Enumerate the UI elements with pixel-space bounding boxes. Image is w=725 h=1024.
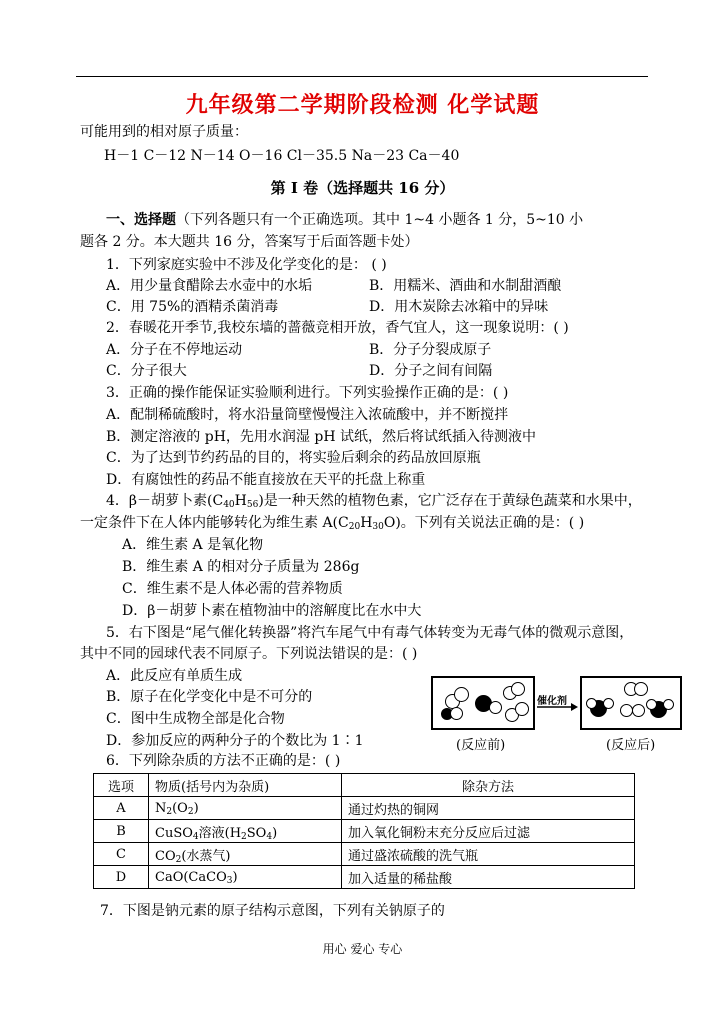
atom-white <box>646 699 657 710</box>
row-substance <box>149 820 342 843</box>
page-footer: 用心 爱心 专心 <box>322 942 403 956</box>
atom-white <box>450 707 463 720</box>
table-row <box>94 843 635 866</box>
formula-part: ) <box>232 869 238 885</box>
reaction-before-frame <box>431 676 535 730</box>
atom-white <box>603 698 614 709</box>
formula-part: ) <box>193 800 199 816</box>
q2-option-b: B．分子分裂成原子 <box>369 342 492 358</box>
q1-option-a: A．用少量食醋除去水壶中的水垢 <box>106 278 313 294</box>
formula-part: N <box>155 800 167 816</box>
formula-part: SO <box>246 825 267 841</box>
row-substance <box>149 797 342 820</box>
row-method: 加入氧化铜粉末充分反应后过滤 <box>342 820 635 843</box>
table-header-row <box>94 774 635 797</box>
q4-stem-1c: )是一种天然的植物色素，它广泛存在于黄绿色蔬菜和水果中， <box>258 493 642 509</box>
atom-white <box>586 698 597 709</box>
q4-option-d: D．β－胡萝卜素在植物油中的溶解度比在水中大 <box>122 603 422 619</box>
header-method: 除杂方法 <box>342 774 635 797</box>
q4-sub-3: 20 <box>348 522 361 532</box>
row-option: A <box>94 797 149 820</box>
atom-white <box>632 704 645 717</box>
q3-stem: 3．正确的操作能保证实验顺利进行。下列实验操作正确的是：( ) <box>106 385 509 401</box>
q3-option-d: D．有腐蚀性的药品不能直接放在天平的托盘上称重 <box>106 472 426 488</box>
q5-option-c: C．图中生成物全部是化合物 <box>106 711 285 727</box>
atomic-mass-values: H－1 C－12 N－14 O－16 Cl－35.5 Na－23 Ca－40 <box>104 148 460 164</box>
atomic-mass-label: 可能用到的相对原子质量： <box>80 124 248 140</box>
intro-line-1 <box>106 210 583 230</box>
intro-line-2: 题各 2 分。本大题共 16 分，答案写于后面答题卡处） <box>80 234 419 250</box>
row-method: 通过盛浓硫酸的洗气瓶 <box>342 843 635 866</box>
formula-part: (水蒸气) <box>181 848 231 864</box>
formula-sub: 2 <box>175 854 182 865</box>
q5-option-d: D．参加反应的两种分子的个数比为 1∶1 <box>106 733 364 749</box>
q4-stem-line-2 <box>80 513 584 533</box>
q5-stem-line-1: 5．右下图是“尾气催化转换器”将汽车尾气中有毒气体转变为无毒气体的微观示意图， <box>106 625 634 641</box>
after-caption: (反应后) <box>606 738 656 753</box>
q7-stem: 7．下图是钠元素的原子结构示意图，下列有关钠原子的 <box>100 903 445 919</box>
intro-bold: 一、选择题 <box>106 212 176 228</box>
formula-part: (O <box>172 800 188 816</box>
q3-option-a: A．配制稀硫酸时，将水沿量筒壁慢慢注入浓硫酸中，并不断搅拌 <box>106 407 509 423</box>
q2-option-c: C．分子很大 <box>106 363 187 379</box>
atom-white <box>511 682 525 696</box>
q1-stem: 1．下列家庭实验中不涉及化学变化的是： ( ) <box>106 257 387 273</box>
formula-sub: 4 <box>266 831 273 842</box>
table-row <box>94 820 635 843</box>
page-title: 九年级第二学期阶段检测 化学试题 <box>185 92 540 118</box>
reaction-after-frame <box>580 676 682 730</box>
row-method: 加入适量的稀盐酸 <box>342 866 635 889</box>
formula-part: CuSO <box>155 825 193 841</box>
row-option: B <box>94 820 149 843</box>
formula-sub: 2 <box>241 831 247 842</box>
q3-option-b: B．测定溶液的 pH，先用水润湿 pH 试纸，然后将试纸插入待测液中 <box>106 429 536 445</box>
formula-part: ) <box>272 825 278 841</box>
q3-option-c: C．为了达到节约药品的目的，将实验后剩余的药品放回原瓶 <box>106 450 481 466</box>
top-rule <box>76 76 648 77</box>
q5-stem-line-2: 其中不同的园球代表不同原子。下列说法错误的是：( ) <box>80 646 418 662</box>
q4-stem-2c: O)。下列有关说法正确的是：( ) <box>383 515 585 531</box>
atom-white <box>489 701 502 714</box>
row-option: D <box>94 866 149 889</box>
row-substance <box>149 866 342 889</box>
q1-option-b: B．用糯米、酒曲和水制甜酒酿 <box>369 278 562 294</box>
q5-option-b: B．原子在化学变化中是不可分的 <box>106 689 313 705</box>
table-row <box>94 866 635 889</box>
q1-option-c: C．用 75%的酒精杀菌消毒 <box>106 299 279 315</box>
q4-option-c: C．维生素不是人体必需的营养物质 <box>122 581 343 597</box>
formula-part: CO <box>155 848 176 864</box>
row-method: 通过灼热的铜网 <box>342 797 635 820</box>
q4-stem-2b: H <box>360 515 373 531</box>
atom-white <box>663 699 674 710</box>
atom-white <box>634 682 648 696</box>
formula-sub: 2 <box>187 806 194 817</box>
formula-part: CaO(CaCO <box>155 869 227 885</box>
q2-option-d: D．分子之间有间隔 <box>369 363 493 379</box>
q4-sub-1: 40 <box>223 500 235 510</box>
table-row <box>94 797 635 820</box>
before-caption: (反应前) <box>456 738 506 753</box>
purification-table <box>93 773 635 889</box>
q4-stem-1b: H <box>234 493 247 509</box>
row-option: C <box>94 843 149 866</box>
q4-sub-2: 56 <box>246 500 259 510</box>
q1-option-d: D．用木炭除去冰箱中的异味 <box>369 299 549 315</box>
q4-option-a: A．维生素 A 是氧化物 <box>122 537 264 553</box>
formula-sub: 3 <box>226 875 233 886</box>
atom-white <box>515 702 529 716</box>
q2-option-a: A．分子在不停地运动 <box>106 342 243 358</box>
q2-stem: 2．春暖花开季节,我校东墙的蔷薇竞相开放，香气宜人，这一现象说明：( ) <box>106 320 569 336</box>
catalyst-label: 催化剂 <box>537 696 567 707</box>
formula-sub: 4 <box>192 831 199 842</box>
q4-sub-4: 30 <box>372 522 384 532</box>
q4-option-b: B．维生素 A 的相对分子质量为 286g <box>122 559 360 575</box>
formula-sub: 2 <box>166 806 173 817</box>
header-option: 选项 <box>94 774 149 797</box>
intro-rest: （下列各题只有一个正确选项。其中 1~4 小题各 1 分，5~10 小 <box>176 212 584 228</box>
q4-stem-line-1 <box>106 491 642 511</box>
q5-option-a: A．此反应有单质生成 <box>106 668 243 684</box>
q4-stem-1a: 4．β－胡萝卜素(C <box>106 493 224 509</box>
section-heading: 第 I 卷（选择题共 16 分） <box>270 179 455 197</box>
header-substance: 物质(括号内为杂质) <box>149 774 342 797</box>
reaction-arrow <box>535 702 579 712</box>
row-substance <box>149 843 342 866</box>
atom-white <box>454 687 469 702</box>
q6-stem: 6．下列除杂质的方法不正确的是：( ) <box>106 753 341 769</box>
formula-part: 溶液(H <box>198 825 242 841</box>
q4-stem-2a: 一定条件下在人体内能够转化为维生素 A(C <box>80 515 349 531</box>
